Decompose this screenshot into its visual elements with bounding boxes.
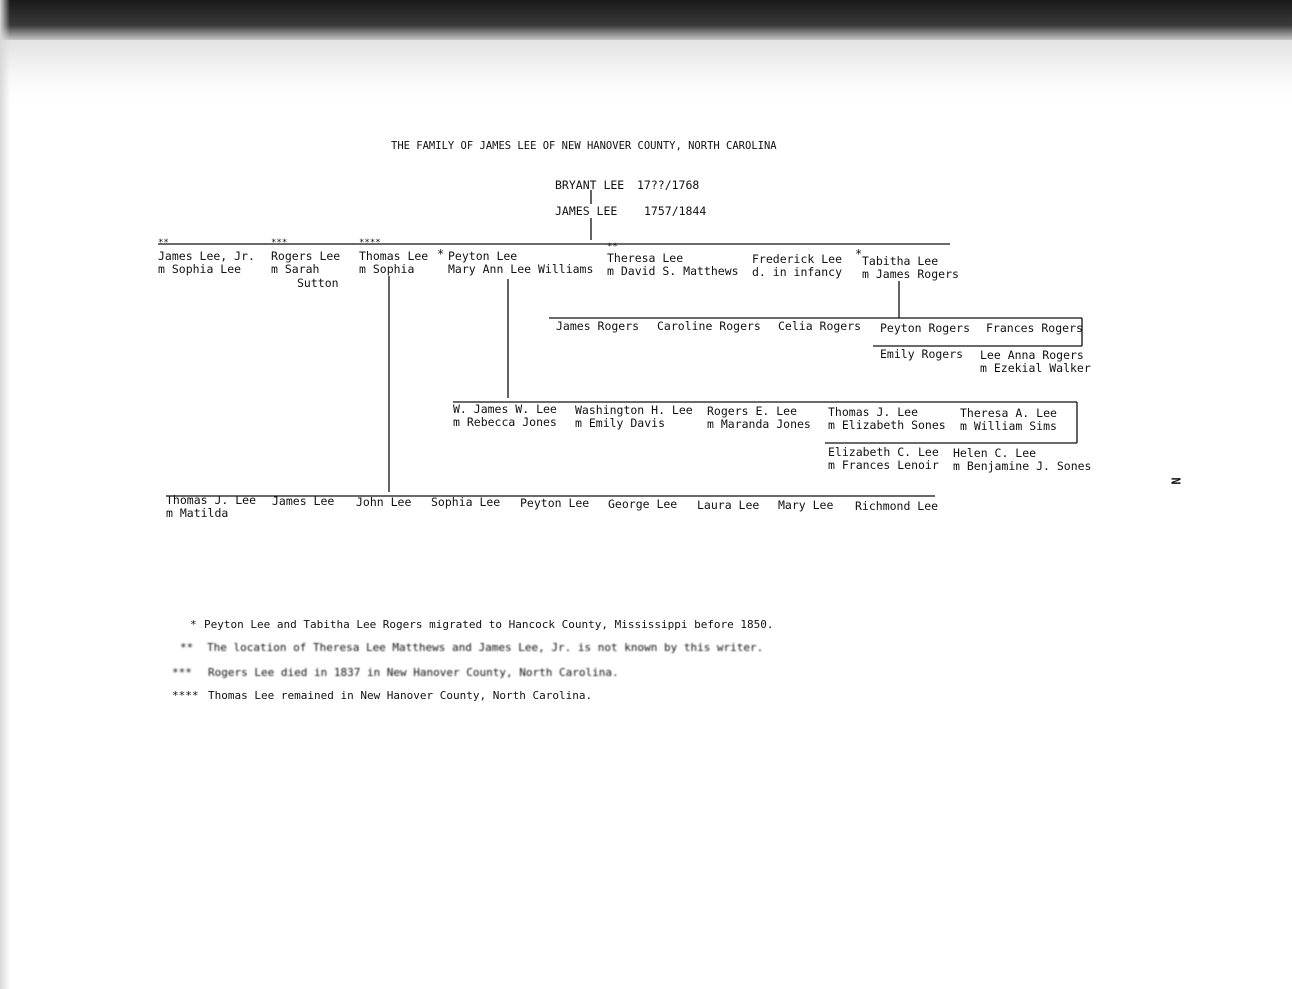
peyton-child-spouse: m Emily Davis: [575, 416, 666, 430]
child-spouse: m Sarah: [271, 262, 320, 276]
child-name: Frederick Lee: [752, 252, 843, 266]
child-mark: ****: [359, 238, 381, 248]
thomas-child-name: Richmond Lee: [855, 499, 939, 513]
thomas-child-name: Mary Lee: [778, 498, 834, 512]
footnote-text: Rogers Lee died in 1837 in New Hanover County, North Carolina.: [208, 666, 619, 679]
father-dates: 1757/1844: [644, 204, 707, 218]
peyton-child-spouse: m William Sims: [960, 419, 1057, 433]
footnote-text: Peyton Lee and Tabitha Lee Rogers migrated to Hancock County, Mississippi before 1850.: [204, 618, 774, 631]
child-spouse-cont: Sutton: [297, 276, 339, 290]
footnote-mark: **: [180, 641, 194, 654]
child-spouse: m Sophia: [359, 262, 415, 276]
thomas-child-name: Sophia Lee: [431, 495, 501, 509]
child-name: Tabitha Lee: [862, 254, 939, 268]
thomas-child-name: Laura Lee: [697, 498, 760, 512]
footnote-mark: ****: [172, 689, 199, 702]
thomas-child-name: George Lee: [608, 497, 678, 511]
grandfather-dates: 17??/1768: [637, 178, 700, 192]
thomas-child-name: John Lee: [356, 495, 412, 509]
child-mark: **: [607, 242, 618, 252]
rogers-child-name: James Rogers: [556, 319, 640, 333]
child-mark: *: [855, 247, 863, 261]
rogers-child-name: Peyton Rogers: [880, 321, 971, 335]
thomas-child-name: Peyton Lee: [520, 496, 590, 510]
peyton-child-name: Theresa A. Lee: [960, 406, 1057, 420]
thomas-child-spouse: m Matilda: [166, 506, 229, 520]
peyton-child-name: Elizabeth C. Lee: [828, 445, 939, 459]
child-spouse: Mary Ann Lee Williams: [448, 262, 594, 276]
peyton-child-spouse: m Benjamine J. Sones: [953, 459, 1092, 473]
rogers-child-name: Lee Anna Rogers: [980, 348, 1084, 362]
rogers-child-name: Celia Rogers: [778, 319, 862, 333]
child-name: Thomas Lee: [359, 249, 429, 263]
footnote: [190, 618, 774, 631]
child-mark: ***: [271, 238, 288, 248]
footnote-text: The location of Theresa Lee Matthews and James Lee, Jr. is not known by this writer.: [207, 641, 764, 654]
thomas-child-name: Thomas J. Lee: [166, 493, 257, 507]
child-spouse: m David S. Matthews: [607, 264, 739, 278]
peyton-child-name: Washington H. Lee: [575, 403, 693, 417]
footnote-mark: *: [190, 618, 197, 631]
thomas-child-name: James Lee: [272, 494, 335, 508]
page-title: THE FAMILY OF JAMES LEE OF NEW HANOVER COUNTY, NORTH CAROLINA: [391, 140, 777, 152]
peyton-child-spouse: m Rebecca Jones: [453, 415, 557, 429]
child-spouse: m Sophia Lee: [158, 262, 242, 276]
father-name: JAMES LEE: [555, 204, 618, 218]
grandfather-name: BRYANT LEE: [555, 178, 625, 192]
peyton-child-spouse: m Frances Lenoir: [828, 458, 939, 472]
child-spouse: d. in infancy: [752, 265, 843, 279]
footnote: [180, 641, 763, 654]
child-name: Theresa Lee: [607, 251, 684, 265]
peyton-child-name: Thomas J. Lee: [828, 405, 919, 419]
footnote: [172, 666, 619, 679]
rogers-child-name: Frances Rogers: [986, 321, 1083, 335]
child-name: Rogers Lee: [271, 249, 341, 263]
peyton-child-spouse: m Maranda Jones: [707, 417, 811, 431]
child-name: James Lee, Jr.: [158, 249, 255, 263]
child-spouse: m James Rogers: [862, 267, 959, 281]
peyton-child-name: Rogers E. Lee: [707, 404, 798, 418]
peyton-child-spouse: m Elizabeth Sones: [828, 418, 946, 432]
child-name: Peyton Lee: [448, 249, 518, 263]
rogers-child-name: Emily Rogers: [880, 347, 964, 361]
rogers-child-name: Caroline Rogers: [657, 319, 761, 333]
side-mark: N: [1168, 477, 1183, 485]
footnote: [172, 689, 592, 702]
footnote-mark: ***: [172, 666, 192, 679]
footnote-text: Thomas Lee remained in New Hanover County, North Carolina.: [208, 689, 593, 702]
peyton-child-name: W. James W. Lee: [453, 402, 557, 416]
rogers-child-spouse: m Ezekial Walker: [980, 361, 1091, 375]
child-mark: **: [158, 238, 169, 248]
child-mark: *: [437, 247, 445, 261]
peyton-child-name: Helen C. Lee: [953, 446, 1037, 460]
